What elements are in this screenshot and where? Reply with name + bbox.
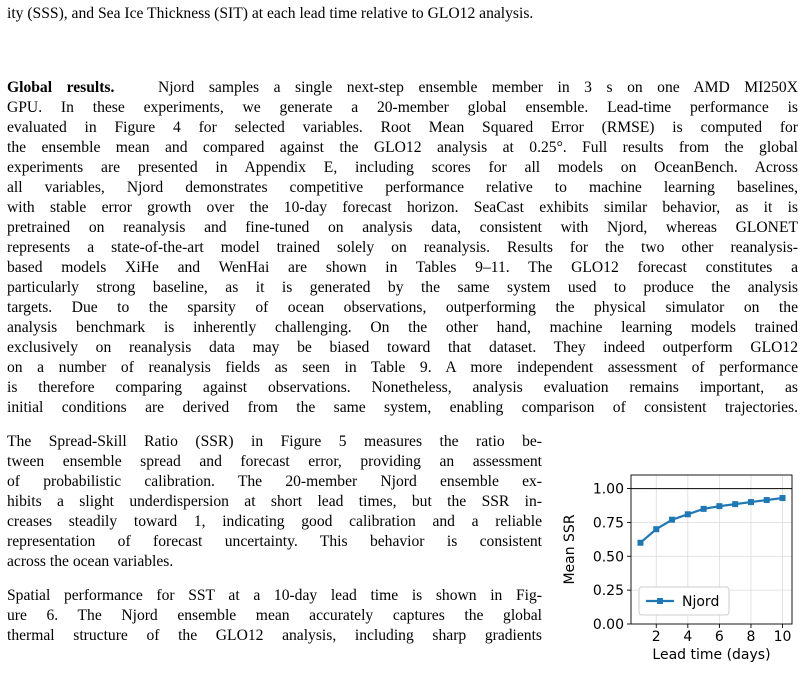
- caption-tail: ity (SSS), and Sea Ice Thickness (SIT) at each lead time relative to GLO12 analysis.: [7, 5, 534, 22]
- x-tick-label: 4: [683, 629, 693, 645]
- global-results-line-9: represents a state-of-the-art model trained solely on reanalysis. Results for the two other reanalysis-: [7, 239, 798, 256]
- data-point: [701, 506, 707, 512]
- ssr-para-line-5: creases steadily toward 1, indicating good calibration and a reliable: [7, 513, 542, 530]
- series-points-njord: [637, 495, 785, 546]
- y-tick-label: 0.75: [592, 515, 624, 532]
- global-results-line-12: targets. Due to the sparsity of ocean observations, outperforming the physical simulator on the: [7, 299, 798, 316]
- spatial-para-line-3: thermal structure of the GLO12 analysis, including sharp gradients: [7, 627, 542, 644]
- data-point: [748, 499, 754, 505]
- data-point: [685, 511, 691, 517]
- data-point: [732, 501, 738, 507]
- data-point: [653, 526, 659, 532]
- ssr-para-line-6: representation of forecast uncertainty. This behavior is consistent: [7, 533, 542, 550]
- x-tick-label: 2: [651, 629, 661, 645]
- global-results-line-6: all variables, Njord demonstrates competitive performance relative to machine learning baselines,: [7, 179, 798, 196]
- y-tick-label: 0.00: [592, 617, 624, 633]
- global-results-line-2: GPU. In these experiments, we generate a 20-member global ensemble. Lead-time performance is: [7, 99, 798, 116]
- y-tick-label: 1.00: [592, 481, 624, 498]
- ssr-para-line-7: across the ocean variables.: [7, 553, 174, 570]
- ssr-para-line-2: tween ensemble spread and forecast error, providing an assessment: [7, 453, 542, 470]
- data-point: [716, 503, 722, 509]
- legend-label-njord: Njord: [682, 594, 720, 610]
- y-tick-label: 0.25: [592, 583, 624, 600]
- data-point: [764, 497, 770, 503]
- ssr-chart: [550, 463, 798, 668]
- chart-legend: [639, 587, 729, 615]
- global-results-line-3: evaluated in Figure 4 for selected variables. Root Mean Squared Error (RMSE) is computed for: [7, 119, 798, 136]
- global-results-line-15: on a number of reanalysis fields as seen in Table 9. A more independent assessment of performance: [7, 359, 798, 376]
- global-results-line-5: experiments are presented in Appendix E, including scores for all models on OceanBench. Across: [7, 159, 798, 176]
- x-axis-label: Lead time (days): [652, 647, 771, 663]
- global-results-line-16: is therefore comparing against observations. Nonetheless, analysis evaluation remains important, as: [7, 379, 798, 396]
- spatial-para-line-1: Spatial performance for SST at a 10-day lead time is shown in Fig-: [7, 587, 542, 604]
- global-results-line-1: [7, 78, 798, 98]
- legend-marker-njord: [657, 598, 663, 604]
- global-results-line-17: initial conditions are derived from the same system, enabling comparison of consistent trajectories.: [7, 399, 798, 416]
- data-point: [637, 540, 643, 546]
- global-results-line-4: the ensemble mean and compared against the GLO12 analysis at 0.25°. Full results from the global: [7, 139, 798, 156]
- series-line-njord: [640, 498, 782, 543]
- global-results-line-14: exclusively on reanalysis data may be biased toward that dataset. They indeed outperform GLO12: [7, 339, 798, 356]
- x-tick-label: 8: [746, 629, 756, 645]
- global-results-text-1: Njord samples a single next-step ensemble member in 3 s on one AMD MI250X: [157, 79, 798, 96]
- global-results-line-11: particularly strong baseline, as it is generated by the same system used to produce the analysis: [7, 279, 798, 296]
- ssr-para-line-3: of probabilistic calibration. The 20-member Njord ensemble ex-: [7, 473, 542, 490]
- ssr-para-line-1: The Spread-Skill Ratio (SSR) in Figure 5 measures the ratio be-: [7, 433, 542, 450]
- global-results-heading: Global results.: [7, 79, 115, 96]
- spatial-para-line-2: ure 6. The Njord ensemble mean accurately captures the global: [7, 607, 542, 624]
- global-results-line-8: pretrained on reanalysis and fine-tuned on analysis data, consistent with Njord, whereas GLONET: [7, 219, 798, 236]
- data-point: [669, 517, 675, 523]
- global-results-line-10: based models XiHe and WenHai are shown in Tables 9–11. The GLO12 forecast constitutes a: [7, 259, 798, 276]
- y-tick-label: 0.50: [592, 549, 624, 566]
- y-axis-label: Mean SSR: [562, 514, 578, 585]
- axis-ticks: [593, 482, 792, 645]
- x-tick-label: 10: [773, 629, 792, 645]
- ssr-para-line-4: hibits a slight underdispersion at short lead times, but the SSR in-: [7, 493, 542, 510]
- x-tick-label: 6: [714, 629, 724, 645]
- global-results-line-7: with stable error growth over the 10-day forecast horizon. SeaCast exhibits similar behavior, as it is: [7, 199, 798, 216]
- data-point: [780, 495, 786, 501]
- global-results-line-13: analysis benchmark is inherently challenging. On the other hand, machine learning models trained: [7, 319, 798, 336]
